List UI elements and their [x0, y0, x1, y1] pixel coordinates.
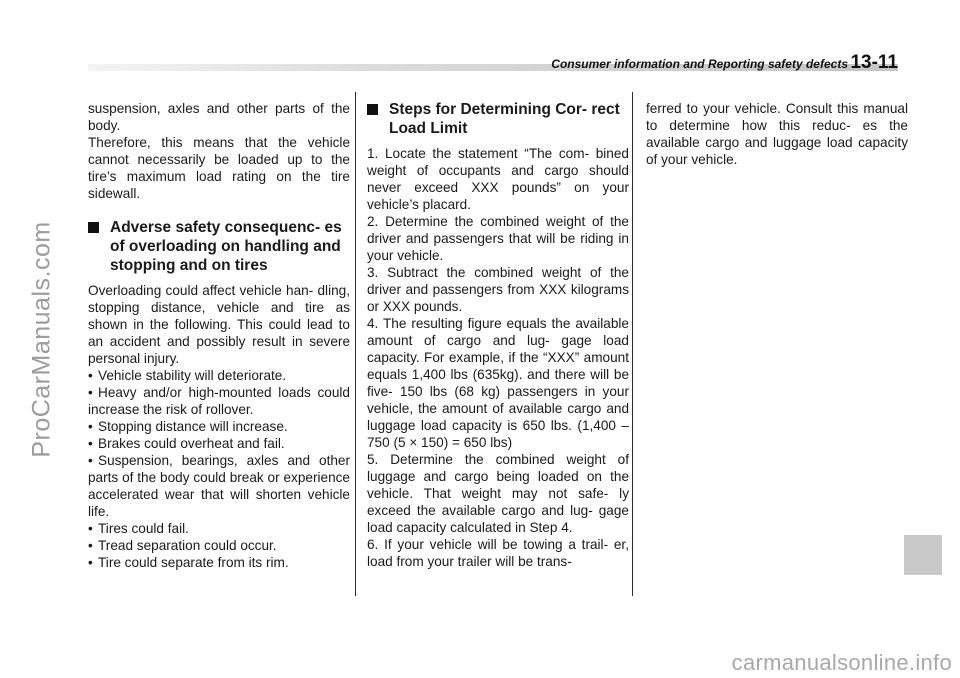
step-paragraph: 1. Locate the statement “The com- bined weight of occupants and cargo should never exceed XXX pounds” on your vehicle’s placard. — [367, 146, 629, 212]
list-item — [88, 367, 350, 384]
bullet-dot-icon: • — [88, 419, 93, 434]
column-left — [88, 100, 350, 571]
list-item-text: Tires could fail. — [98, 521, 189, 536]
square-bullet-icon — [88, 222, 99, 233]
list-item — [88, 537, 350, 554]
list-item — [88, 520, 350, 537]
list-item — [88, 435, 350, 452]
bullet-dot-icon: • — [88, 385, 93, 400]
list-item — [88, 384, 350, 418]
list-item-text: Brakes could overheat and fail. — [98, 436, 285, 451]
page-number: 13-11 — [850, 52, 898, 73]
paragraph: Overloading could affect vehicle han- dling, stopping distance, vehicle and tire as shown in the following. This could lead to an accident and possibly result in severe personal injury. — [88, 283, 350, 366]
section-heading — [367, 100, 629, 138]
paragraph: ferred to your vehicle. Consult this manual to determine how this reduc- es the available cargo and luggage load capacity of your vehicle. — [646, 101, 908, 167]
list-item-text: Suspension, bearings, axles and other parts of the body could break or experience accelerated wear that will shorten vehicle life. — [88, 453, 350, 519]
column-divider — [355, 92, 356, 596]
bullet-dot-icon: • — [88, 538, 93, 553]
bullet-dot-icon: • — [88, 521, 93, 536]
side-watermark — [18, 0, 66, 678]
header-title: Consumer information and Reporting safety defects — [551, 57, 848, 71]
side-watermark-text: ProCarManuals.com — [27, 220, 56, 458]
section-heading — [88, 218, 350, 275]
step-paragraph: 3. Subtract the combined weight of the driver and passengers from XXX kilograms or XXX pounds. — [367, 265, 629, 314]
step-paragraph: 5. Determine the combined weight of luggage and cargo being loaded on the vehicle. That weight may not safe- ly exceed the available cargo and lug- gage load capacity calculated in Step 4. — [367, 452, 629, 535]
column-right — [646, 100, 908, 168]
step-paragraph: 2. Determine the combined weight of the driver and passengers that will be riding in your vehicle. — [367, 214, 629, 263]
bullet-dot-icon: • — [88, 555, 93, 570]
list-item-text: Tread separation could occur. — [98, 538, 277, 553]
bullet-dot-icon: • — [88, 453, 93, 468]
step-paragraph: 4. The resulting figure equals the available amount of cargo and lug- gage load capacity. For example, if the “XXX” amount equals 1,400 lbs (635kg). and there will be five- 150 lbs (68 kg) passengers in your vehicle, the amount of available cargo and luggage load capacity is 650 lbs. (1,400 – 750 (5 × 150) = 650 lbs) — [367, 316, 629, 450]
list-item-text: Vehicle stability will deteriorate. — [98, 368, 287, 383]
list-item-text: Tire could separate from its rim. — [98, 555, 289, 570]
step-paragraph: 6. If your vehicle will be towing a trail- er, load from your trailer will be trans- — [367, 537, 629, 569]
footer-watermark: carmanualsonline.info — [731, 650, 952, 675]
square-bullet-icon — [367, 104, 378, 115]
bullet-dot-icon: • — [88, 368, 93, 383]
list-item — [88, 554, 350, 571]
list-item — [88, 418, 350, 435]
section-heading-text: Steps for Determining Cor- rect Load Limit — [389, 101, 620, 137]
column-divider — [632, 92, 633, 596]
column-middle — [367, 100, 629, 570]
list-item-text: Heavy and/or high-mounted loads could increase the risk of rollover. — [88, 385, 350, 417]
paragraph: Therefore, this means that the vehicle cannot necessarily be loaded up to the tire’s maximum load rating on the tire sidewall. — [88, 135, 350, 201]
list-item — [88, 452, 350, 520]
section-heading-text: Adverse safety consequenc- es of overloading on handling and stopping and on tires — [110, 219, 342, 274]
bullet-dot-icon: • — [88, 436, 93, 451]
section-tab-marker — [904, 535, 942, 575]
paragraph: suspension, axles and other parts of the body. — [88, 101, 350, 133]
list-item-text: Stopping distance will increase. — [98, 419, 288, 434]
